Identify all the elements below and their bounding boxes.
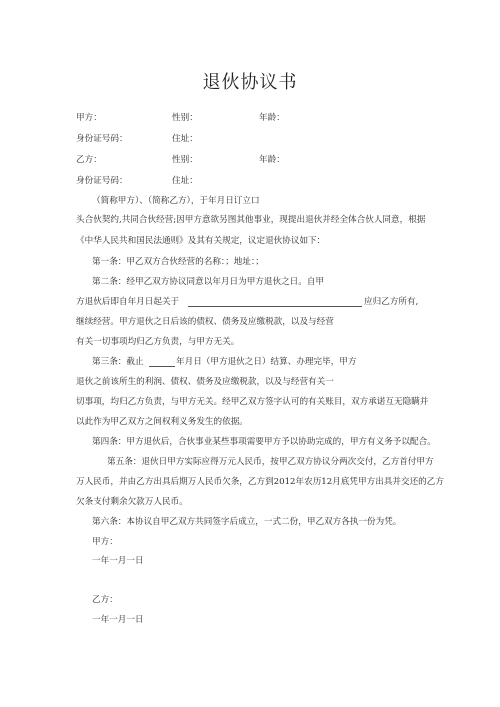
article-2-line-4: 有关一切事项均归乙方负责，与甲方无关。 — [76, 337, 240, 347]
article-3-line-3: 切事项，均归乙方负责，与甲方无关。经甲乙双方签字认可的有关账目，双方承诺互无隐瞒并 — [76, 397, 429, 407]
signature-party-b-date: 一年一月一日 — [92, 615, 144, 625]
article-3-line-1-start: 第三条：截止 — [92, 357, 144, 367]
document-title: 退伙协议书 — [202, 72, 298, 93]
party-a-age-label: 年龄： — [259, 113, 285, 123]
blank-underline — [149, 366, 175, 367]
article-3-line-1-end: 年月日（甲方退伙之日）结算、办理完毕，甲方 — [176, 357, 357, 367]
party-a-gender-label: 性别： — [172, 113, 198, 123]
signature-party-a-date: 一年一月一日 — [92, 556, 144, 566]
signature-party-b-label: 乙方： — [92, 595, 118, 605]
article-5-line-3: 欠条支付剩余欠款万人民币。 — [76, 497, 188, 507]
party-a-id-label: 身份证号码： — [76, 134, 128, 144]
article-5-line-2: 万人民币，并由乙方出具后期万人民币欠条，乙方到2012年农历12月底凭甲方出具并交还的乙方 — [76, 477, 444, 487]
intro-line-1: （简称甲方）、（简称乙方），于年月日订立口 — [92, 196, 260, 206]
article-1: 第一条：甲乙双方合伙经营的名称：；地址：； — [92, 257, 264, 267]
intro-line-3: 《中华人民共和国民法通则》及其有关规定，议定退伙协议如下： — [76, 236, 326, 246]
article-3-line-2: 退伙之前该所生的利润、债权、债务及应缴税款，以及与经营有关一 — [76, 377, 334, 387]
signature-party-a-label: 甲方： — [92, 537, 118, 547]
article-2-line-1: 第二条：经甲乙双方协议同意以年月日为甲方退伙之日。自甲 — [92, 277, 325, 287]
party-b-age-label: 年龄： — [259, 155, 285, 165]
party-a-address-label: 住址： — [172, 134, 198, 144]
party-b-gender-label: 性别： — [172, 155, 198, 165]
intro-line-2: 头合伙契约,共同合伙经营;因甲方意欲另图其他事业，现提出退伙并经全体合伙人同意，根据 — [76, 215, 426, 225]
party-b-address-label: 住址： — [172, 176, 198, 186]
article-6: 第六条：本协议自甲乙双方共同签字后成立，一式二份，甲乙双方各执一份为凭。 — [92, 517, 402, 527]
article-2-line-3: 继续经营。甲方退伙之日后该的债权、债务及应缴税款，以及与经营 — [76, 317, 334, 327]
blank-underline — [188, 306, 362, 307]
article-4: 第四条：甲方退伙后，合伙事业某些事项需要甲方予以协助完成的，甲方有义务予以配合。 — [92, 437, 436, 447]
article-3-line-4: 以此作为甲乙双方之间权利义务发生的依据。 — [76, 417, 248, 427]
party-b-id-label: 身份证号码： — [76, 176, 128, 186]
article-5-line-1: 第五条：退伙日甲方实际应得万元人民币，按甲乙双方协议分两次交付，乙方首付甲方 — [107, 457, 434, 467]
article-2-line-2-end: 应归乙方所有, — [364, 297, 419, 307]
party-a-label: 甲方： — [76, 113, 102, 123]
article-2-line-2-start: 方退伙后即自年月日起关于 — [76, 297, 180, 307]
party-b-label: 乙方： — [76, 155, 102, 165]
